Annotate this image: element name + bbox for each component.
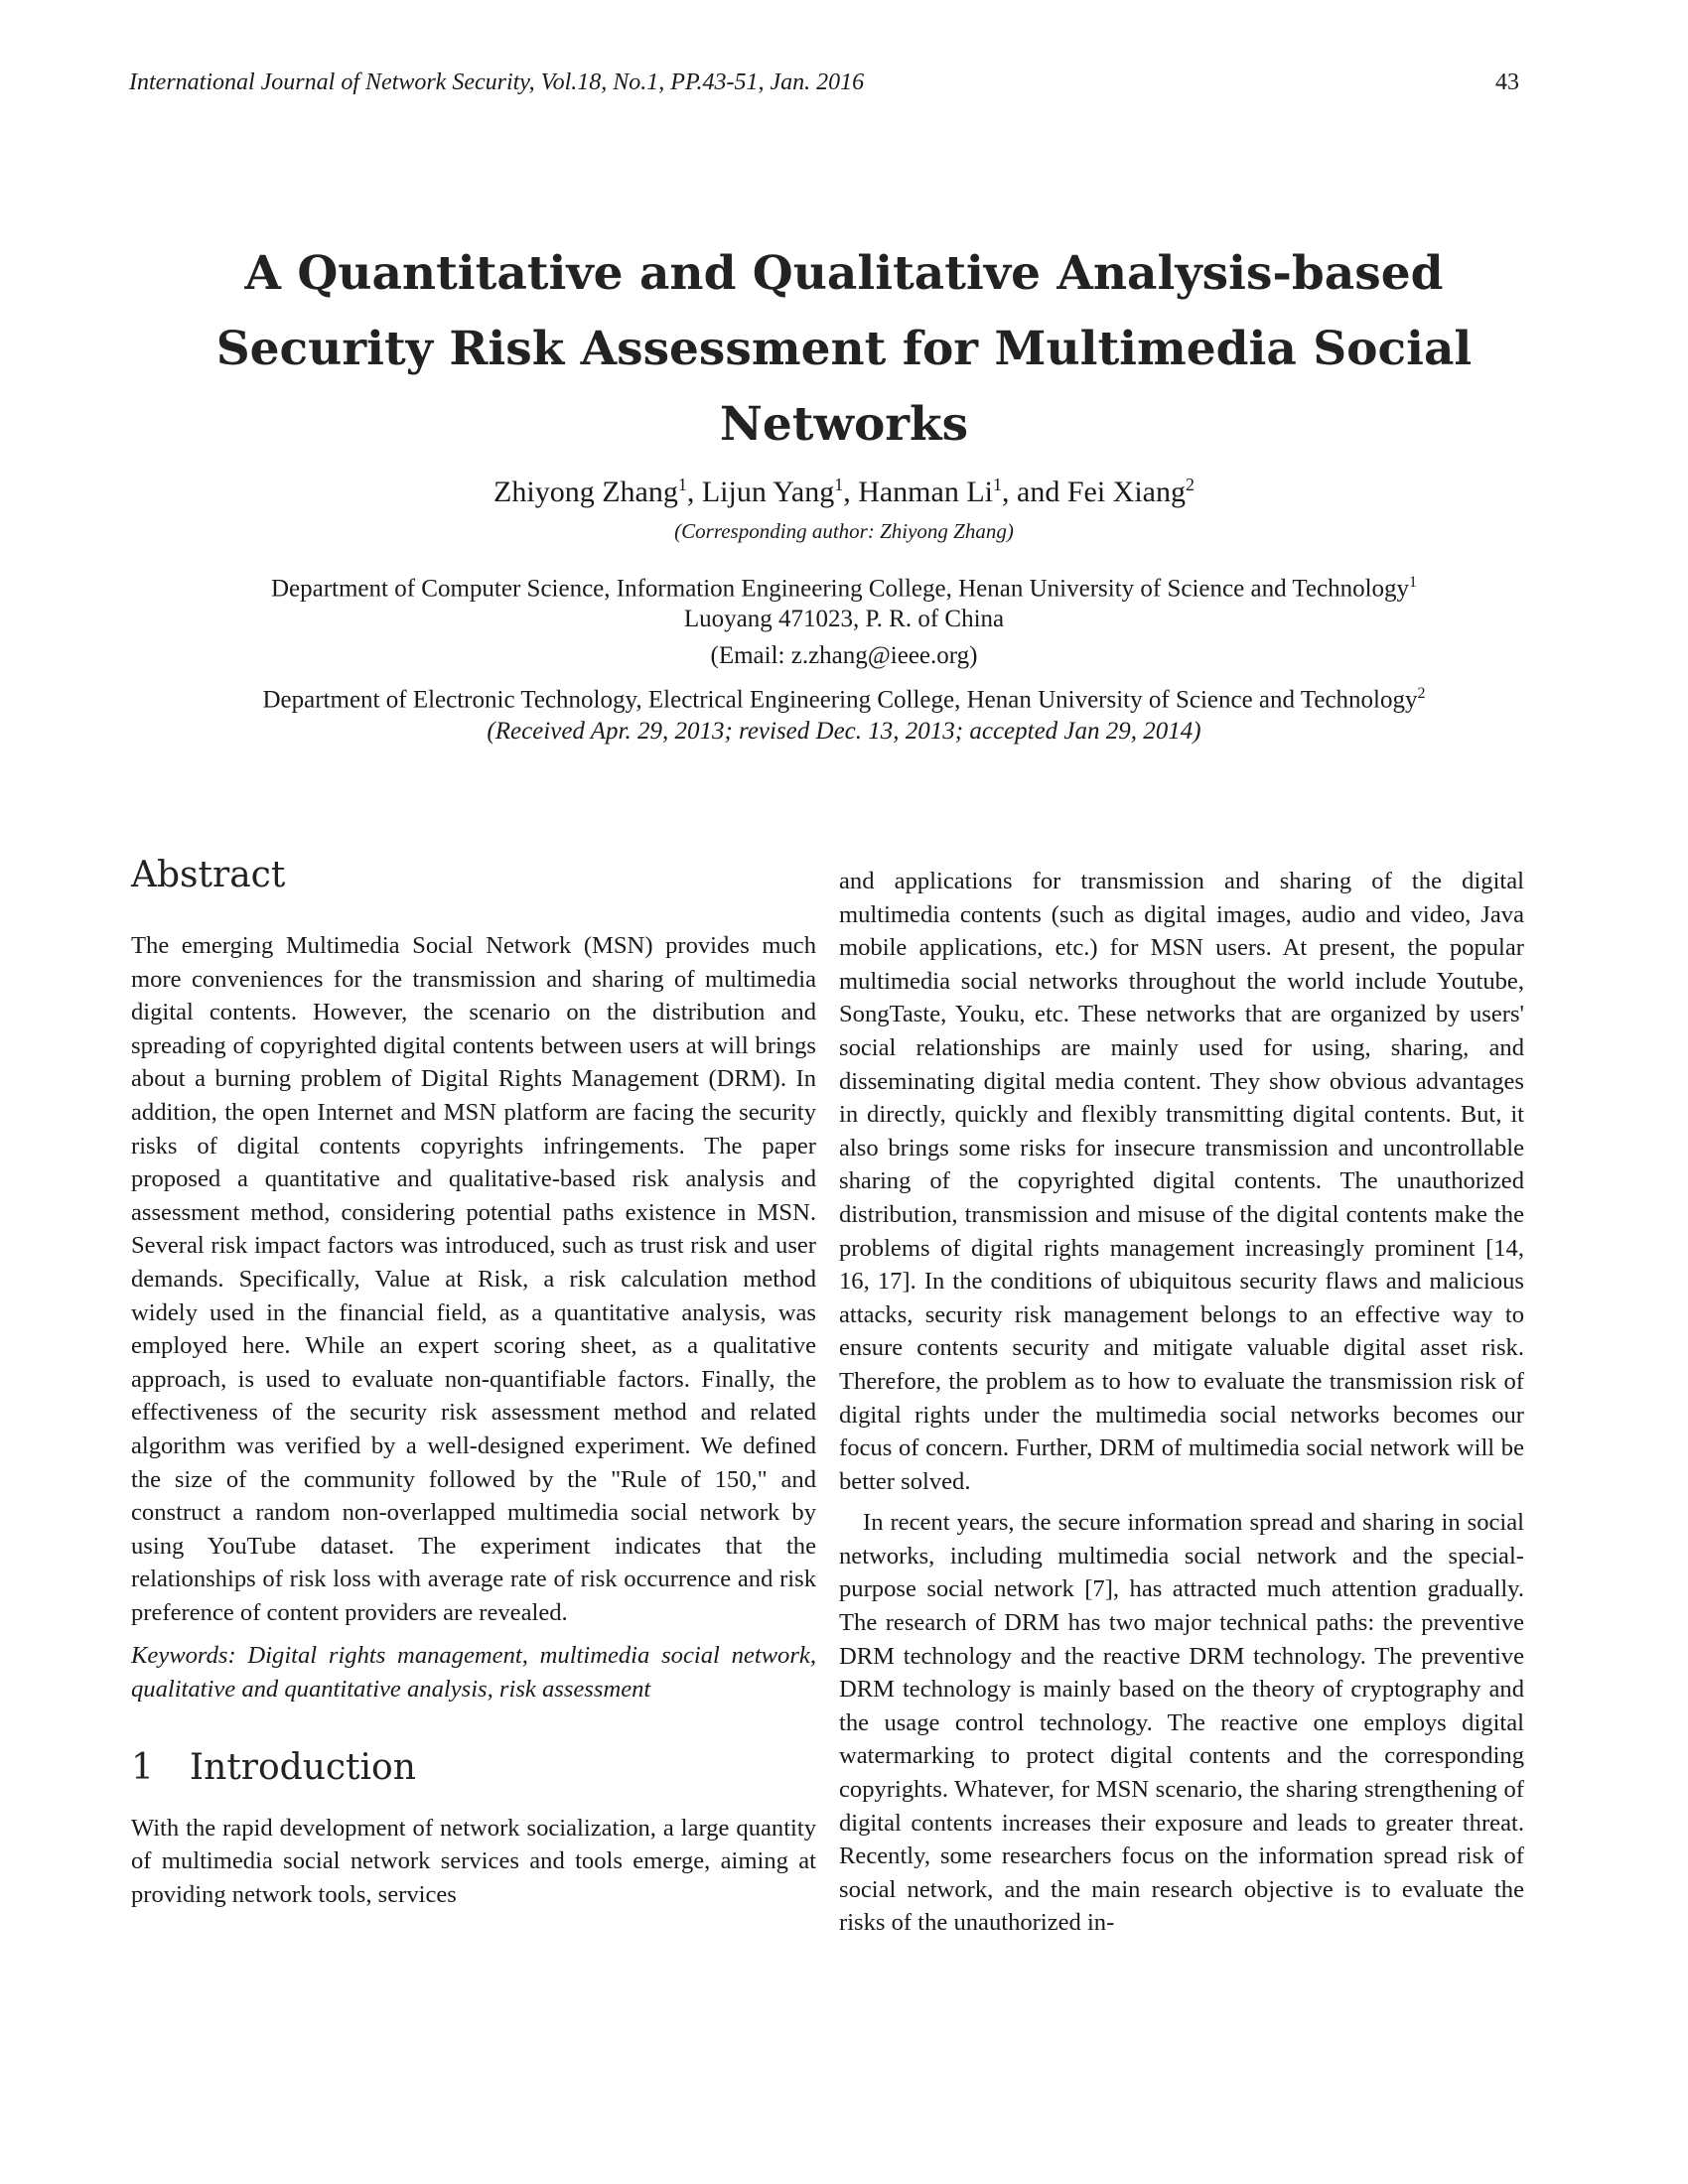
page-number: 43 — [1495, 69, 1519, 95]
section-number: 1 — [131, 1746, 154, 1788]
affil-marker: 1 — [677, 475, 687, 494]
affil-marker: 1 — [993, 475, 1002, 494]
affiliation-text: Department of Electronic Technology, Electrical Engineering College, Henan University of Science and Technology — [262, 686, 1418, 714]
intro-paragraph-2: In recent years, the secure information spread and sharing in social networks, including multimedia social network and the special-purpose social network [7], has attracted much attention gradually. The research of DRM has two major technical paths: the preventive DRM technology and the reactive DRM technology. The preventive DRM technology is mainly based on the theory of cryptography and the usage control technology. The reactive one employs digital watermarking to protect digital contents and the corresponding copyrights. Whatever, for MSN scenario, the sharing strengthening of digital contents increases their exposure and leads to greater threat. Recently, some researchers focus on the information spread risk of social network, and the main research objective is to evaluate the risks of the unauthorized in- — [839, 1509, 1524, 1937]
affiliation-text: Department of Computer Science, Information Engineering College, Henan University of Science and Technology — [270, 575, 1410, 603]
running-header — [129, 69, 1519, 96]
author-list: Zhiyong Zhang$^1$, Lijun Yang$^1$, Hanman Li$^1$, and Fei Xiang$^2$ — [493, 475, 1195, 508]
right-column — [839, 865, 1524, 1940]
section-title: Introduction — [189, 1746, 416, 1788]
author-name: Lijun Yang — [701, 476, 835, 508]
keywords: Keywords: Digital rights management, multimedia social network, qualitative and quantitative analysis, risk assessment — [131, 1642, 816, 1704]
title-line: Networks — [719, 397, 969, 452]
affil-marker: 1 — [834, 475, 844, 494]
affil-marker: 1 — [1409, 574, 1418, 591]
left-column — [131, 852, 816, 1911]
author-name: Zhiyong Zhang — [493, 476, 678, 508]
affiliation-email: (Email: z.zhang@ieee.org) — [710, 642, 978, 669]
abstract-heading: Abstract — [131, 855, 286, 895]
paper-title — [129, 236, 1559, 463]
intro-paragraph-continued: and applications for transmission and sharing of the digital multimedia contents (such as digital images, audio and video, Java mobile applications, etc.) for MSN users. At present, the popular multimedia social networks throughout the world include Youtube, SongTaste, Youku, etc. These networks that are organized by users' social relationships are mainly used for using, sharing, and disseminating digital media content. They show obvious advantages in directly, quickly and flexibly transmitting digital contents. But, it also brings some risks for insecure transmission and uncontrollable sharing of the copyrighted digital contents. The unauthorized distribution, transmission and misuse of the digital contents make the problems of digital rights management increasingly prominent [14, 16, 17]. In the conditions of ubiquitous security flaws and malicious attacks, security risk management belongs to an effective way to ensure contents security and mitigate valuable digital asset risk. Therefore, the problem as to how to evaluate the transmission risk of digital rights under the multimedia social networks becomes our focus of concern. Further, DRM of multimedia social network will be better solved. — [839, 868, 1524, 1495]
affiliation-2 — [129, 675, 1559, 718]
corresponding-author: (Corresponding author: Zhiyong Zhang) — [674, 519, 1014, 543]
abstract-body: The emerging Multimedia Social Network (MSN) provides much more conveniences for the transmission and sharing of multimedia digital contents. However, the scenario on the distribution and spreading of copyrighted digital contents between users at will brings about a burning problem of Digital Rights Management (DRM). In addition, the open Internet and MSN platform are facing the security risks of digital contents copyrights infringements. The paper proposed a quantitative and qualitative-based risk analysis and assessment method, considering potential paths existence in MSN. Several risk impact factors was introduced, such as trust risk and user demands. Specifically, Value at Risk, a risk calculation method widely used in the financial field, as a quantitative analysis, was employed here. While an expert scoring sheet, as a qualitative approach, is used to evaluate non-quantifiable factors. Finally, the effectiveness of the security risk assessment method and related algorithm was verified by a well-designed experiment. We defined the size of the community followed by the "Rule of 150," and construct a random non-overlapped multimedia social network by using YouTube dataset. The experiment indicates that the relationships of risk loss with average rate of risk occurrence and risk preference of content providers are revealed. — [131, 932, 816, 1626]
section-heading-introduction — [131, 1744, 816, 1792]
affil-marker: 2 — [1185, 475, 1195, 494]
received-dates: (Received Apr. 29, 2013; revised Dec. 13, 2013; accepted Jan 29, 2014) — [487, 718, 1201, 745]
intro-paragraph-start: With the rapid development of network socialization, a large quantity of multimedia social network services and tools emerge, aiming at providing network tools, services — [131, 1814, 816, 1908]
journal-citation: International Journal of Network Security, Vol.18, No.1, PP.43-51, Jan. 2016 — [129, 69, 865, 95]
title-line: Security Risk Assessment for Multimedia Social — [215, 322, 1473, 376]
author-name: Hanman Li — [858, 476, 993, 508]
author-name: and Fei Xiang — [1017, 476, 1186, 508]
title-line: A Quantitative and Qualitative Analysis-based — [244, 246, 1444, 301]
affiliation-city: Luoyang 471023, P. R. of China — [683, 606, 1005, 632]
affil-marker: 2 — [1417, 685, 1426, 702]
